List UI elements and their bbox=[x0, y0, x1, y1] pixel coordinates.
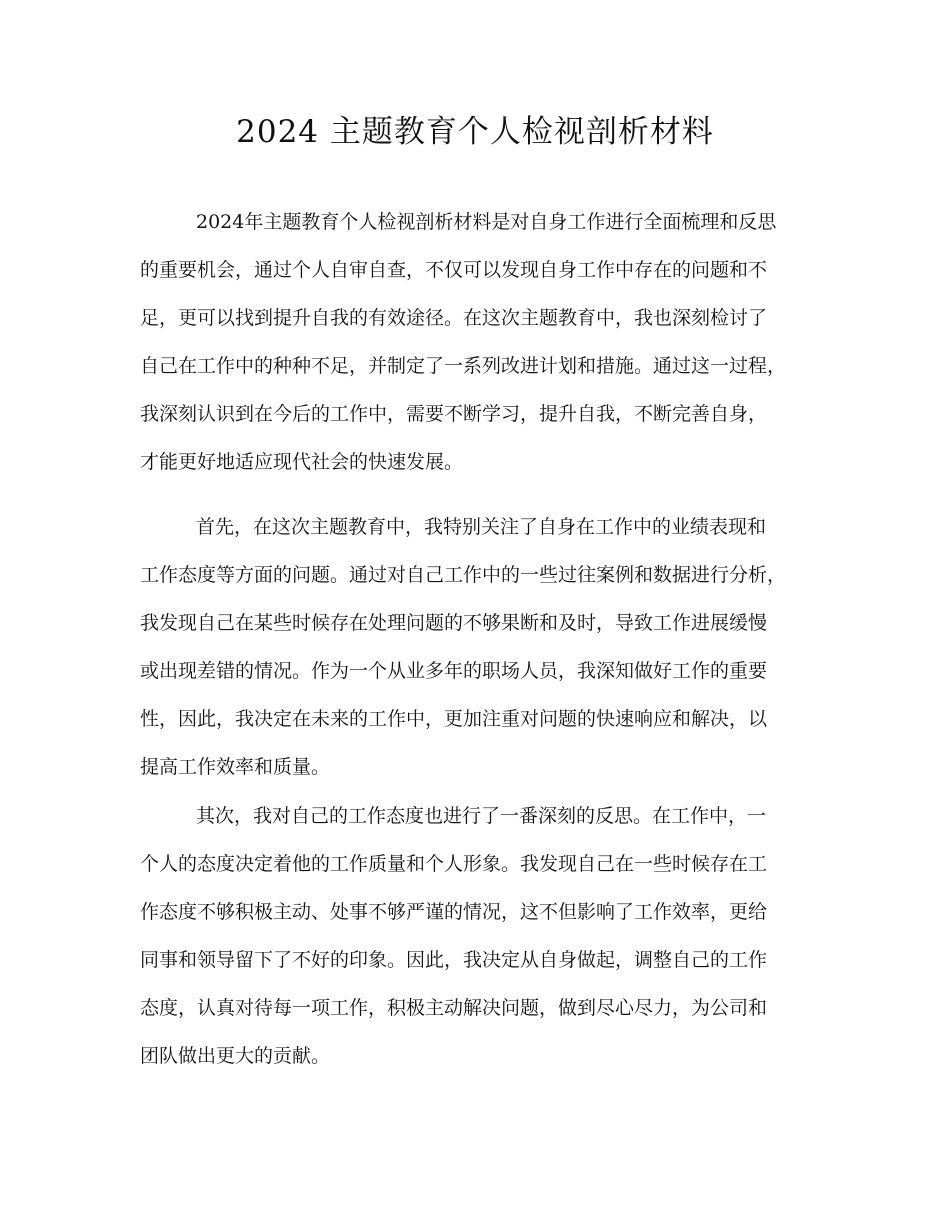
paragraph-line: 个人的态度决定着他的工作质量和个人形象。我发现自己在一些时候存在工 bbox=[140, 853, 768, 875]
paragraph-line: 我发现自己在某些时候存在处理问题的不够果断和及时，导致工作进展缓慢 bbox=[140, 612, 768, 634]
paragraph-line: 其次，我对自己的工作态度也进行了一番深刻的反思。在工作中，一 bbox=[196, 805, 767, 827]
paragraph-line: 2024年主题教育个人检视剖析材料是对自身工作进行全面梳理和反思 bbox=[196, 211, 777, 233]
paragraph-line: 首先，在这次主题教育中，我特别关注了自身在工作中的业绩表现和 bbox=[196, 516, 767, 538]
paragraph-line: 足，更可以找到提升自我的有效途径。在这次主题教育中，我也深刻检讨了 bbox=[140, 307, 768, 329]
paragraph-line: 团队做出更大的贡献。 bbox=[140, 1045, 331, 1067]
paragraph-line: 作态度不够积极主动、处事不够严谨的情况，这不但影响了工作效率，更给 bbox=[140, 901, 768, 923]
paragraph-line: 的重要机会，通过个人自审自查，不仅可以发现自身工作中存在的问题和不 bbox=[140, 259, 768, 281]
paragraph-line: 我深刻认识到在今后的工作中，需要不断学习，提升自我，不断完善自身， bbox=[140, 403, 768, 425]
paragraph-line: 提高工作效率和质量。 bbox=[140, 756, 331, 778]
paragraph-line: 自己在工作中的种种不足，并制定了一系列改进计划和措施。通过这一过程， bbox=[140, 355, 787, 377]
paragraph-line: 工作态度等方面的问题。通过对自己工作中的一些过往案例和数据进行分析， bbox=[140, 564, 787, 586]
paragraph-second bbox=[140, 792, 820, 1080]
paragraph-first bbox=[140, 503, 820, 791]
paragraph-line: 或出现差错的情况。作为一个从业多年的职场人员，我深知做好工作的重要 bbox=[140, 660, 768, 682]
paragraph-line: 同事和领导留下了不好的印象。因此，我决定从自身做起，调整自己的工作 bbox=[140, 949, 768, 971]
paragraph-intro bbox=[140, 198, 820, 486]
paragraph-line: 态度，认真对待每一项工作，积极主动解决问题，做到尽心尽力，为公司和 bbox=[140, 997, 768, 1019]
paragraph-line: 才能更好地适应现代社会的快速发展。 bbox=[140, 451, 464, 473]
paragraph-line: 性，因此，我决定在未来的工作中，更加注重对问题的快速响应和解决，以 bbox=[140, 708, 768, 730]
document-title: 2024 主题教育个人检视剖析材料 bbox=[236, 114, 714, 150]
